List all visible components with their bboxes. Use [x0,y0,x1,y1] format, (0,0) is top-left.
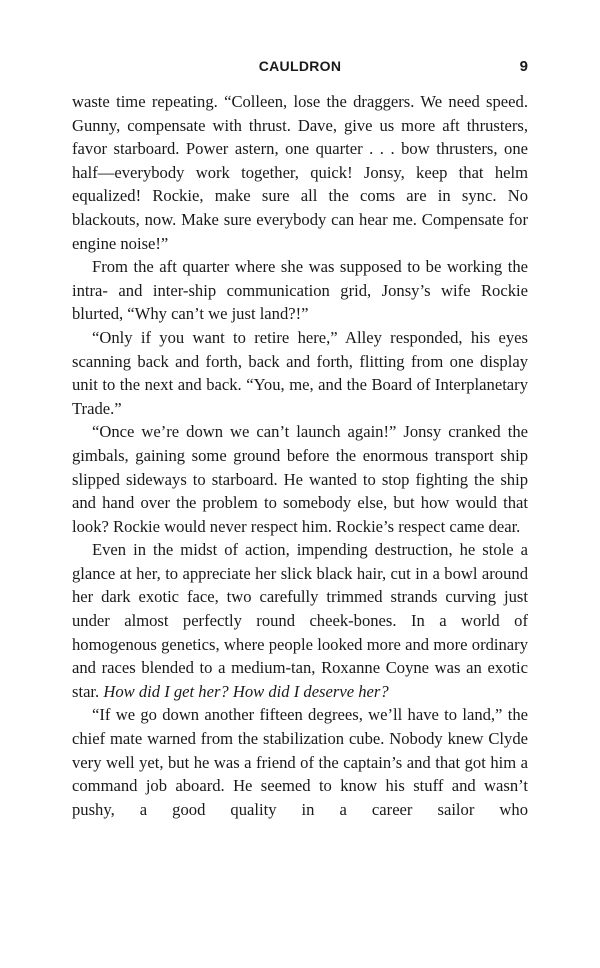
running-head [72,58,528,78]
paragraph-6-text: “If we go down another fifteen degrees, we’ll have to land,” the chief mate warned from the stabilization cube. Nobody knew Clyde very well yet, but he was a friend of the captain’s and that got him a command job aboard. He seemed to know his stuff and wasn’t pushy, a good quality in a career sailor who [72,705,528,819]
paragraph-2-text: From the aft quarter where she was supposed to be working the intra- and inter-ship communication grid, Jonsy’s wife Rockie blurted, “Why can’t we just land?!” [72,257,528,324]
paragraph-3 [72,326,528,420]
paragraph-2 [72,255,528,326]
paragraph-1-text: waste time repeating. “Colleen, lose the draggers. We need speed. Gunny, compensate with thrust. Dave, give us more aft thrusters, favor starboard. Power astern, one quarter . . . bow thrusters, one half—everybody work together, quick! Jonsy, keep that helm equalized! Rockie, make sure all the coms are in sync. No blackouts, now. Make sure everybody can hear me. Compensate for engine noise!” [72,92,528,253]
paragraph-6 [72,703,528,821]
paragraph-5-italic-text: How did I get her? How did I deserve her? [103,681,389,701]
book-title: CAULDRON [258,58,342,74]
paragraph-5-text: Even in the midst of action, impending destruction, he stole a glance at her, to appreciate her slick black hair, cut in a bowl around her dark exotic face, two carefully trimmed strands curving just under almost perfectly round cheek-bones. In a world of homogenous genetics, where people looked more and more ordinary and races blended to a medium-tan, Roxanne Coyne was an exotic star. [72,540,528,701]
paragraph-3-text: “Only if you want to retire here,” Alley responded, his eyes scanning back and forth, back and forth, flitting from one display unit to the next and back. “You, me, and the Board of Interplanetary Trade.” [72,327,528,418]
body-text [72,90,528,821]
paragraph-5 [72,538,528,703]
paragraph-4-text: “Once we’re down we can’t launch again!” Jonsy cranked the gimbals, gaining some ground before the enormous transport ship slipped sideways to starboard. He wanted to stop fighting the ship and hand over the problem to somebody else, but how would that look? Rockie would never respect him. Rockie’s respect came dear. [72,422,528,536]
paragraph-1 [72,90,528,255]
page-number: 9 [519,58,528,75]
paragraph-4 [72,420,528,538]
